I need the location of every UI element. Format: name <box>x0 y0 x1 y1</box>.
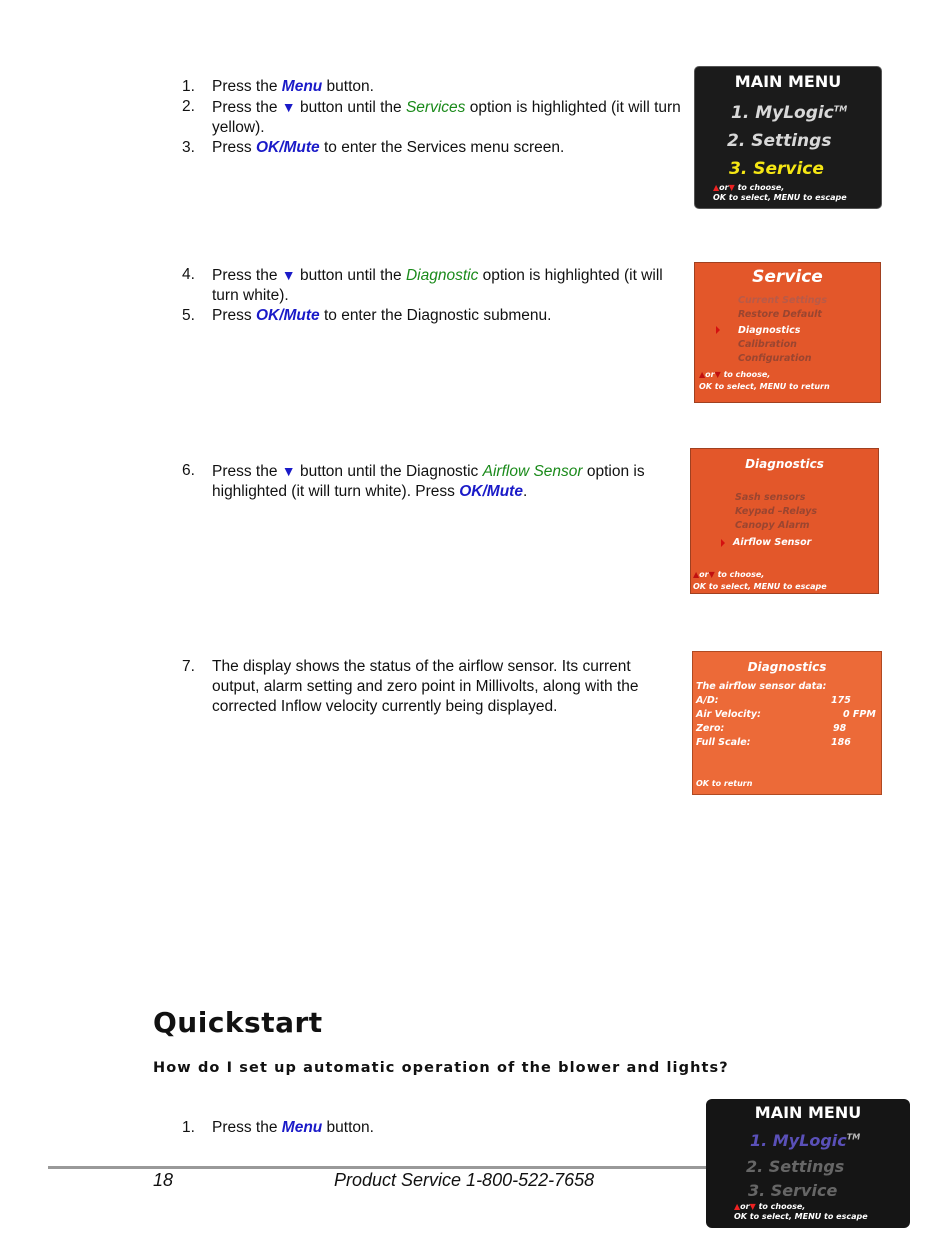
steps-section-1 <box>182 77 682 158</box>
steps-quickstart <box>182 1118 682 1138</box>
footer-product-service: Product Service 1-800-522-7658 <box>334 1170 595 1190</box>
service-hint: ▲or▼ to choose, OK to select, MENU to return <box>699 370 830 391</box>
menu-item-mylogic: 1. MyLogic™ <box>731 103 848 123</box>
down-arrow-icon: ▼ <box>728 183 735 192</box>
diagnostic-keyword: Diagnostic <box>405 267 479 284</box>
menu-keyword: Menu <box>281 78 323 95</box>
main-menu-screen <box>694 66 882 209</box>
steps-section-2 <box>182 265 682 326</box>
zero-label: Zero: <box>696 723 725 734</box>
ok-mute-keyword: OK/Mute <box>255 139 320 156</box>
full-scale-value: 186 <box>831 737 851 748</box>
down-arrow-icon: ▼ <box>749 1202 756 1211</box>
steps-section-3 <box>182 461 682 502</box>
ad-value: 175 <box>831 695 851 706</box>
diag-item-sash-sensors: Sash sensors <box>735 492 806 503</box>
ok-mute-keyword: OK/Mute <box>459 483 523 500</box>
step-4: 4. Press the ▼ button until the Diagnostic option is highlighted (it will turn white). <box>182 266 663 304</box>
quickstart-step-1: 1. Press the Menu button. <box>182 1119 374 1136</box>
quickstart-heading: Quickstart <box>153 1006 323 1039</box>
diagnostics-title: Diagnostics <box>745 457 824 471</box>
step-3: 3. Press OK/Mute to enter the Services menu screen. <box>182 139 565 156</box>
diag-item-keypad-relays: Keypad –Relays <box>735 506 818 517</box>
step-2: 2. Press the ▼ button until the Services option is highlighted (it will turn yellow). <box>182 98 681 136</box>
down-arrow-icon: ▼ <box>281 99 296 115</box>
selection-caret-icon <box>721 539 725 547</box>
menu-keyword: Menu <box>281 1119 323 1136</box>
down-arrow-icon: ▼ <box>708 570 715 579</box>
service-title: Service <box>752 267 823 287</box>
down-arrow-icon: ▼ <box>714 370 721 379</box>
menu-item-service: 3. Service <box>729 159 824 179</box>
down-arrow-icon: ▼ <box>281 267 296 283</box>
airflow-data-subtitle: The airflow sensor data: <box>696 681 827 692</box>
service-item-restore-default: Restore Default <box>738 309 822 320</box>
menu-item-settings: 2. Settings <box>746 1157 845 1176</box>
main-menu-hint: ▲or▼ to choose, OK to select, MENU to escape <box>734 1202 868 1221</box>
step-6: 6. Press the ▼ button until the Diagnostic Airflow Sensor option is highlighted (it will turn white). Press OK/Mute. <box>182 462 645 500</box>
up-arrow-icon: ▲ <box>693 570 700 579</box>
main-menu-title: MAIN MENU <box>754 1103 862 1122</box>
footer-divider <box>48 1166 708 1169</box>
main-menu-title: MAIN MENU <box>734 72 842 91</box>
service-item-calibration: Calibration <box>738 339 797 350</box>
menu-item-settings: 2. Settings <box>727 131 832 151</box>
ok-mute-keyword: OK/Mute <box>255 307 320 324</box>
air-velocity-value: 0 FPM <box>843 709 876 720</box>
air-velocity-label: Air Velocity: <box>696 709 761 720</box>
up-arrow-icon: ▲ <box>713 183 720 192</box>
diag-item-canopy-alarm: Canopy Alarm <box>735 520 810 531</box>
step-1: 1. Press the Menu button. <box>182 78 374 95</box>
services-keyword: Services <box>405 99 466 116</box>
main-menu-screen-2 <box>706 1099 910 1228</box>
zero-value: 98 <box>833 723 847 734</box>
service-screen <box>694 262 881 403</box>
airflow-sensor-keyword: Airflow Sensor <box>482 463 583 480</box>
up-arrow-icon: ▲ <box>699 370 706 379</box>
full-scale-label: Full Scale: <box>696 737 751 748</box>
step-7: 7. The display shows the status of the airflow sensor. Its current output, alarm setting and zero point in Millivolts, along with the corrected Inflow velocity currently being displayed. <box>182 658 639 715</box>
selection-caret-icon <box>716 326 720 334</box>
airflow-data-screen <box>692 651 882 795</box>
quickstart-subheading: How do I set up automatic operation of the blower and lights? <box>153 1060 729 1076</box>
diagnostics-screen <box>690 448 879 594</box>
main-menu-hint: ▲or▼ to choose, OK to select, MENU to escape <box>713 183 847 202</box>
down-arrow-icon: ▼ <box>281 463 296 479</box>
diag-item-airflow-sensor: Airflow Sensor <box>733 537 812 548</box>
airflow-data-title: Diagnostics <box>747 660 827 674</box>
menu-item-service: 3. Service <box>748 1181 838 1200</box>
service-item-diagnostics: Diagnostics <box>738 325 801 336</box>
menu-item-mylogic: 1. MyLogic™ <box>750 1131 861 1150</box>
service-item-current-settings: Current Settings <box>738 295 828 306</box>
steps-section-4 <box>182 657 682 717</box>
step-5: 5. Press OK/Mute to enter the Diagnostic submenu. <box>182 307 552 324</box>
ad-label: A/D: <box>696 695 719 706</box>
service-item-configuration: Configuration <box>738 353 812 364</box>
up-arrow-icon: ▲ <box>734 1202 741 1211</box>
airflow-data-footer: OK to return <box>696 779 753 788</box>
diagnostics-hint: ▲or▼ to choose, OK to select, MENU to escape <box>693 570 827 591</box>
page-number: 18 <box>153 1170 174 1190</box>
